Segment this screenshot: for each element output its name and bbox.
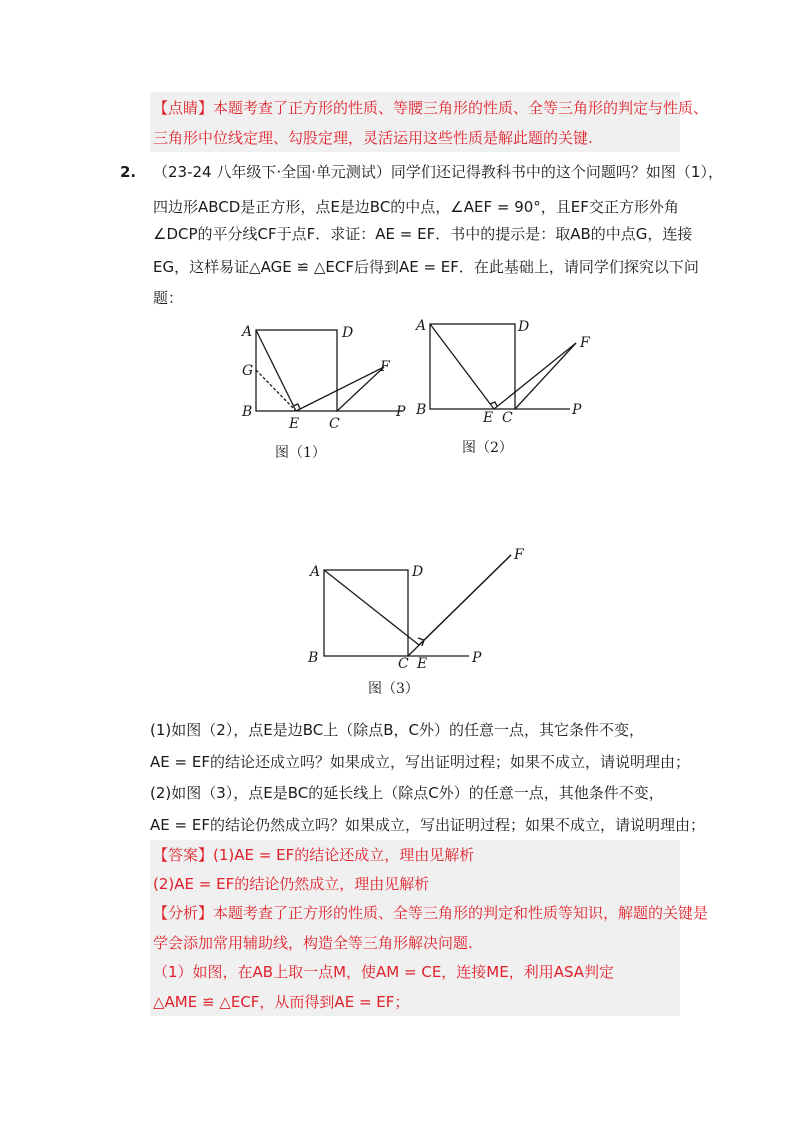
sub2-line-2: AE = EF的结论仍然成立吗？如果成立，写出证明过程；如果不成立，请说明理由； xyxy=(150,816,705,834)
fig3-label-f: F xyxy=(514,547,524,563)
question-line-3: ∠DCP的平分线CF于点F．求证：AE = EF．书中的提示是：取AB的中点G，连接 xyxy=(153,225,693,243)
fig1-label-p: P xyxy=(396,404,406,420)
question-line-4: EG，这样易证△AGE ≌ △ECF后得到AE = EF．在此基础上，请同学们探究以下问 xyxy=(153,258,699,276)
fig1-label-e: E xyxy=(289,416,300,432)
fig1-ef xyxy=(296,367,384,411)
fig2-label-e: E xyxy=(483,410,494,426)
analysis-line-2: 学会添加常用辅助线，构造全等三角形解决问题. xyxy=(153,934,473,952)
comment-line-1: 【点睛】本题考查了正方形的性质、等腰三角形的性质、全等三角形的判定与性质、 xyxy=(153,99,709,117)
fig1-label-a: A xyxy=(242,324,253,340)
fig3-ae xyxy=(324,570,419,645)
fig2-label-d: D xyxy=(518,319,530,335)
comment-line-2: 三角形中位线定理、勾股定理，灵活运用这些性质是解此题的关键. xyxy=(153,129,593,147)
fig1-cf xyxy=(337,367,384,411)
answer-line-1: 【答案】(1)AE = EF的结论还成立，理由见解析 xyxy=(153,846,475,864)
fig2-caption: 图（2） xyxy=(462,440,513,456)
sub1-line-1: (1)如图（2），点E是边BC上（除点B，C外）的任意一点，其它条件不变， xyxy=(150,721,645,739)
analysis-line-1: 【分析】本题考查了正方形的性质、全等三角形的判定和性质等知识，解题的关键是 xyxy=(153,904,709,922)
figure-1 xyxy=(238,322,418,434)
fig1-caption: 图（1） xyxy=(275,445,326,461)
fig2-label-f: F xyxy=(580,335,590,351)
fig3-label-c: C xyxy=(398,656,409,672)
fig3-label-e: E xyxy=(417,656,428,672)
fig1-label-c: C xyxy=(329,416,340,432)
fig3-label-p: P xyxy=(472,650,482,666)
analysis-line-3: （1）如图，在AB上取一点M，使AM = CE，连接ME，利用ASA判定 xyxy=(153,963,615,981)
figure-3 xyxy=(306,545,536,670)
figure-2 xyxy=(410,316,600,428)
fig1-ge xyxy=(256,370,296,411)
fig1-label-g: G xyxy=(242,363,254,379)
question-line-1: （23-24 八年级下·全国·单元测试）同学们还记得教科书中的这个问题吗？如图（1）， xyxy=(153,163,723,181)
fig1-square xyxy=(256,330,337,411)
question-line-5: 题： xyxy=(153,289,184,307)
fig1-ae xyxy=(256,330,296,411)
answer-line-2: (2)AE = EF的结论仍然成立，理由见解析 xyxy=(153,875,430,893)
fig3-label-a: A xyxy=(310,564,321,580)
question-number: 2. xyxy=(120,163,137,181)
analysis-line-4: △AME ≌ △ECF，从而得到AE = EF； xyxy=(153,993,410,1011)
fig2-square xyxy=(430,324,515,409)
fig3-label-d: D xyxy=(412,564,424,580)
fig3-label-b: B xyxy=(308,650,319,666)
fig3-square xyxy=(324,570,408,656)
fig2-ae xyxy=(430,324,494,409)
fig2-ef xyxy=(494,343,576,409)
fig2-label-c: C xyxy=(502,410,513,426)
question-line-2: 四边形ABCD是正方形，点E是边BC的中点，∠AEF = 90°，且EF交正方形外角 xyxy=(153,198,679,216)
fig1-label-b: B xyxy=(242,404,253,420)
fig2-label-a: A xyxy=(416,318,427,334)
sub2-line-1: (2)如图（3），点E是BC的延长线上（除点C外）的任意一点，其他条件不变， xyxy=(150,784,664,802)
fig3-caption: 图（3） xyxy=(368,681,419,697)
fig1-label-d: D xyxy=(342,325,354,341)
answer-analysis-block xyxy=(150,840,680,1016)
fig2-cf xyxy=(515,343,576,409)
fig2-label-p: P xyxy=(572,402,582,418)
fig2-label-b: B xyxy=(416,402,427,418)
fig1-label-f: F xyxy=(380,359,390,375)
sub1-line-2: AE = EF的结论还成立吗？如果成立，写出证明过程；如果不成立，请说明理由； xyxy=(150,753,690,771)
